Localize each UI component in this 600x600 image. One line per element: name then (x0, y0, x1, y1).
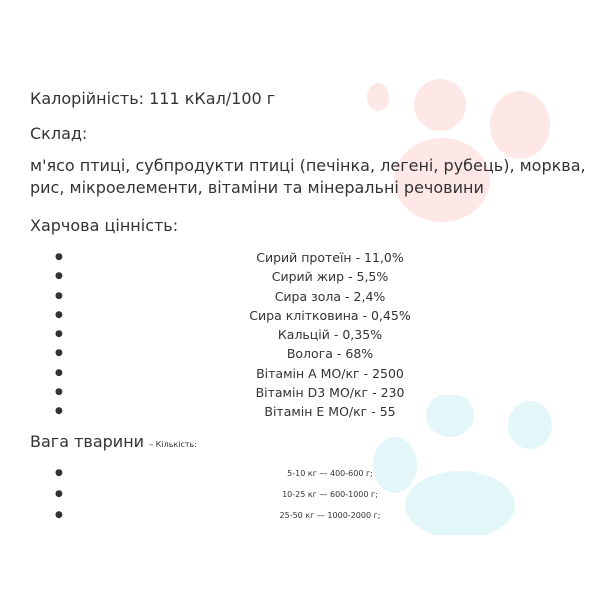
list-item (30, 364, 600, 383)
nutrition-label: Харчова цінність: (30, 216, 179, 235)
bullet-icon: ● (55, 367, 63, 378)
list-item (30, 325, 600, 344)
bullet-icon: ● (55, 271, 63, 282)
pink-paw-watermark-icon (360, 75, 600, 225)
weight-item-text: 10-25 кг — 600-1000 г; (282, 490, 378, 499)
nutrition-list (30, 248, 600, 422)
list-item (30, 383, 600, 402)
calories-text: Калорійність: 111 кКал/100 г (30, 89, 276, 108)
bullet-icon: ● (55, 406, 63, 417)
bullet-icon: ● (55, 468, 63, 478)
bullet-icon: ● (55, 387, 63, 398)
list-item (30, 344, 600, 363)
list-item (30, 248, 600, 267)
bullet-icon: ● (55, 489, 63, 499)
nutrition-item-text: Вітамін Е МО/кг - 55 (264, 404, 396, 420)
composition-text: м'ясо птиці, субпродукти птиці (печінка, легені, рубець), морква, рис, мікроелементи, вітаміни та мінеральні речовини (30, 156, 586, 197)
nutrition-item-text: Кальцій - 0,35% (277, 327, 383, 343)
list-item (30, 287, 600, 306)
nutrition-item-text: Волога - 68% (286, 346, 374, 362)
bullet-icon: ● (55, 510, 63, 520)
bullet-icon: ● (55, 252, 63, 262)
nutrition-item-text: Вітамін А МО/кг - 2500 (256, 365, 404, 381)
weight-item-text: 5-10 кг — 400-600 г; (287, 469, 373, 478)
nutrition-item-text: Вітамін D3 МО/кг - 230 (255, 385, 405, 401)
list-item (30, 463, 600, 484)
bullet-icon: ● (55, 290, 63, 301)
nutrition-item-text: Сирий протеїн - 11,0% (256, 250, 404, 265)
bullet-icon: ● (55, 329, 63, 340)
nutrition-item-text: Сирий жир - 5,5% (271, 269, 389, 285)
bullet-icon: ● (55, 348, 63, 359)
nutrition-item-text: Сира клітковина - 0,45% (249, 307, 411, 323)
composition-label: Склад: (30, 124, 88, 143)
weight-label-main: Вага тварини (30, 432, 145, 451)
nutrition-item-text: Сира зола - 2,4% (274, 288, 386, 304)
list-item (30, 484, 600, 505)
weight-item-text: 25-50 кг — 1000-2000 г; (279, 511, 381, 520)
list-item (30, 402, 600, 421)
list-item (30, 306, 600, 325)
list-item (30, 505, 600, 526)
weight-list (30, 463, 600, 526)
list-item (30, 267, 600, 286)
bullet-icon: ● (55, 309, 63, 320)
weight-label (30, 431, 197, 456)
weight-label-suffix: – Кількість: (149, 440, 197, 449)
